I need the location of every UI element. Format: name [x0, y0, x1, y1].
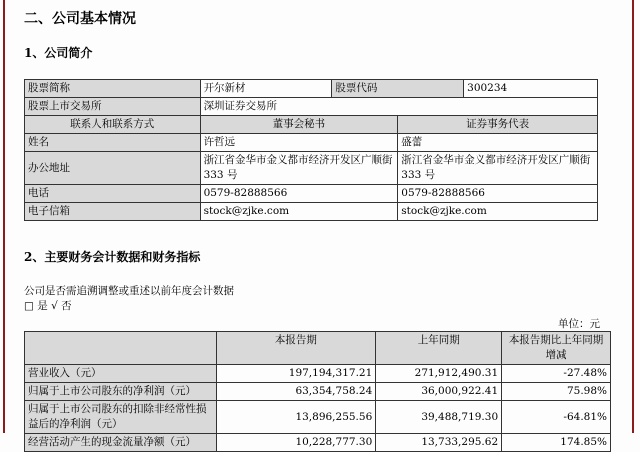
current-value: 10,228,777.30	[216, 434, 376, 452]
prior-value: 36,000,922.41	[376, 383, 502, 401]
secretary-phone: 0579-82888566	[200, 185, 398, 203]
secretary-header: 董事会秘书	[200, 116, 398, 134]
unit-label: 单位：元	[558, 318, 600, 330]
row-label: 经营活动产生的现金流量净额（元）	[25, 434, 217, 452]
table-row	[25, 365, 611, 383]
stock-code-value: 300234	[464, 80, 598, 98]
address-label: 办公地址	[25, 152, 201, 185]
rep-phone: 0579-82888566	[398, 185, 598, 203]
row-label	[25, 401, 217, 434]
email-label: 电子信箱	[25, 203, 201, 221]
rep-name: 盛蕾	[398, 134, 598, 152]
header-empty	[25, 332, 217, 365]
prior-value: 13,733,295.62	[376, 434, 502, 452]
restate-question: 公司是否需追溯调整或重述以前年度会计数据	[24, 285, 234, 297]
secretary-email: stock@zjke.com	[200, 203, 398, 221]
stock-abbr-value: 开尔新材	[200, 80, 332, 98]
table-row	[25, 152, 598, 185]
rep-email: stock@zjke.com	[398, 203, 598, 221]
exchange-label: 股票上市交易所	[25, 98, 201, 116]
stock-abbr-label: 股票简称	[25, 80, 201, 98]
table-row	[25, 383, 611, 401]
rep-address-line1: 浙江省金华市金义都市经济开发区广顺街	[401, 154, 591, 166]
stock-code-label: 股票代码	[332, 80, 464, 98]
change-value: 75.98%	[502, 383, 611, 401]
table-row	[25, 80, 598, 98]
table-row	[25, 134, 598, 152]
contact-header: 联系人和联系方式	[25, 116, 201, 134]
table-row	[25, 401, 611, 434]
secretary-name: 许哲远	[200, 134, 398, 152]
prior-value: 271,912,490.31	[376, 365, 502, 383]
secretary-address-line1: 浙江省金华市金义都市经济开发区广顺街	[203, 154, 393, 166]
current-value: 13,896,255.56	[216, 401, 376, 434]
company-profile-title: 1、公司简介	[24, 46, 93, 60]
rep-address-line2: 333 号	[401, 169, 436, 181]
financial-data-title: 2、主要财务会计数据和财务指标	[24, 250, 201, 264]
row-label: 营业收入（元）	[25, 365, 217, 383]
current-value: 63,354,758.24	[216, 383, 376, 401]
change-value: 174.85%	[502, 434, 611, 452]
table-row	[25, 185, 598, 203]
secretary-address-line2: 333 号	[203, 169, 238, 181]
row-label: 归属于上市公司股东的净利润（元）	[25, 383, 217, 401]
restate-answer: □ 是 √ 否	[24, 300, 72, 312]
section-title: 二、公司基本情况	[24, 11, 136, 27]
change-value: -64.81%	[502, 401, 611, 434]
table-row	[25, 98, 598, 116]
prior-value: 39,488,719.30	[376, 401, 502, 434]
row-label-line2: 益后的净利润（元）	[28, 418, 123, 430]
rep-header: 证券事务代表	[398, 116, 598, 134]
change-value: -27.48%	[502, 365, 611, 383]
table-row	[25, 203, 598, 221]
row-label-line1: 归属于上市公司股东的扣除非经常性损	[28, 403, 207, 415]
table-row	[25, 116, 598, 134]
financial-table	[24, 331, 611, 452]
company-profile-table	[24, 79, 598, 221]
col-change-header: 本报告期比上年同期增减	[502, 332, 611, 365]
table-header-row	[25, 332, 611, 365]
table-row	[25, 434, 611, 452]
col-current-header: 本报告期	[216, 332, 376, 365]
current-value: 197,194,317.21	[216, 365, 376, 383]
rep-address	[398, 152, 598, 185]
name-label: 姓名	[25, 134, 201, 152]
secretary-address	[200, 152, 398, 185]
col-prior-header: 上年同期	[376, 332, 502, 365]
exchange-value: 深圳证券交易所	[200, 98, 597, 116]
phone-label: 电话	[25, 185, 201, 203]
